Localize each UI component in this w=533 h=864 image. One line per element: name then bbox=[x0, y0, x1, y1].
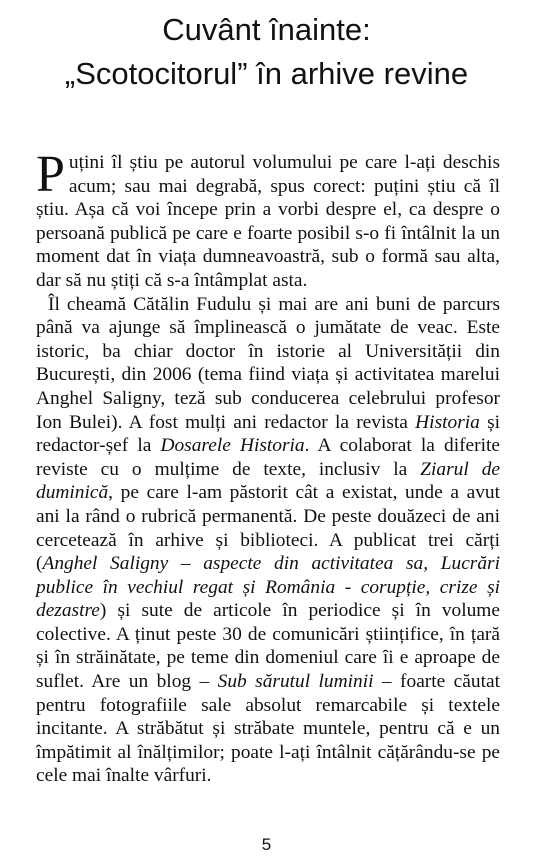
italic-book-titles: Anghel Saligny – aspecte din activitatea sa, Lucrări publice în vechiul regat și România - corupție, crize și dezastre bbox=[36, 553, 500, 622]
paragraph-2-text: – foarte căutat pentru fotografiile sale absolut remarcabile și textele incitante. A străbătut și străbate muntele, pentru că e un împătimit al înălțimilor; poate l-ați întâlnit cățărându-se pe cele mai înalte vârfuri. bbox=[36, 671, 500, 787]
italic-title-ziarul: Ziarul de duminică bbox=[36, 458, 500, 504]
drop-cap: P bbox=[36, 146, 65, 203]
body-text bbox=[36, 146, 501, 788]
italic-title-dosarele-historia: Dosarele Historia bbox=[160, 435, 305, 457]
paragraph-2 bbox=[36, 293, 500, 788]
italic-blog-title: Sub sărutul luminii bbox=[217, 671, 374, 693]
paragraph-1-text: uțini îl știu pe autorul volumului pe care l-ați deschis acum; sau mai degrabă, spus corect: puțini știu că îl știu. Așa că voi începe prin a vorbi despre el, ca despre o persoană publică pe care e foarte posibil s-o fi întâlnit la un moment dat în viața dumneavoastră, sub o formă sau alta, dar să nu știți că s-a întâmplat asta. bbox=[36, 152, 500, 291]
paragraph-2-text: și redactor-șef la bbox=[36, 411, 501, 457]
italic-title-historia: Historia bbox=[415, 411, 480, 433]
page-title-line2: „Scotocitorul” în arhive revine bbox=[64, 56, 469, 91]
paragraph-1 bbox=[36, 146, 500, 293]
page-title-line1: Cuvânt înainte: bbox=[162, 12, 371, 47]
paragraph-2-text: ) și sute de articole în periodice și în volume colective. A ținut peste 30 de comunicări științifice, în țară și în străinătate, pe teme din domeniul care îi e aproape de suflet. Are un blog – bbox=[36, 600, 500, 693]
page-number: 5 bbox=[261, 835, 272, 854]
paragraph-2-text: , pe care l-am păstorit cât a existat, unde a avut ani la rând o rubrică permanentă. De peste douăzeci de ani cercetează în arhive și biblioteci. A publicat trei cărți ( bbox=[36, 482, 500, 575]
paragraph-2-text: Îl cheamă Cătălin Fudulu și mai are ani buni de parcurs până va ajunge să împlinească o jumătate de veac. Este istoric, ba chiar doctor în istorie al Universității din București, din 2006 (tema fiind viața și activitatea marelui Anghel Saligny, teză sub conducerea celebrului profesor Ion Bulei). A fost mulți ani redactor la revista bbox=[36, 293, 500, 433]
paragraph-2-text: . A colaborat la diferite reviste cu o mulțime de texte, inclusiv la bbox=[36, 435, 500, 480]
